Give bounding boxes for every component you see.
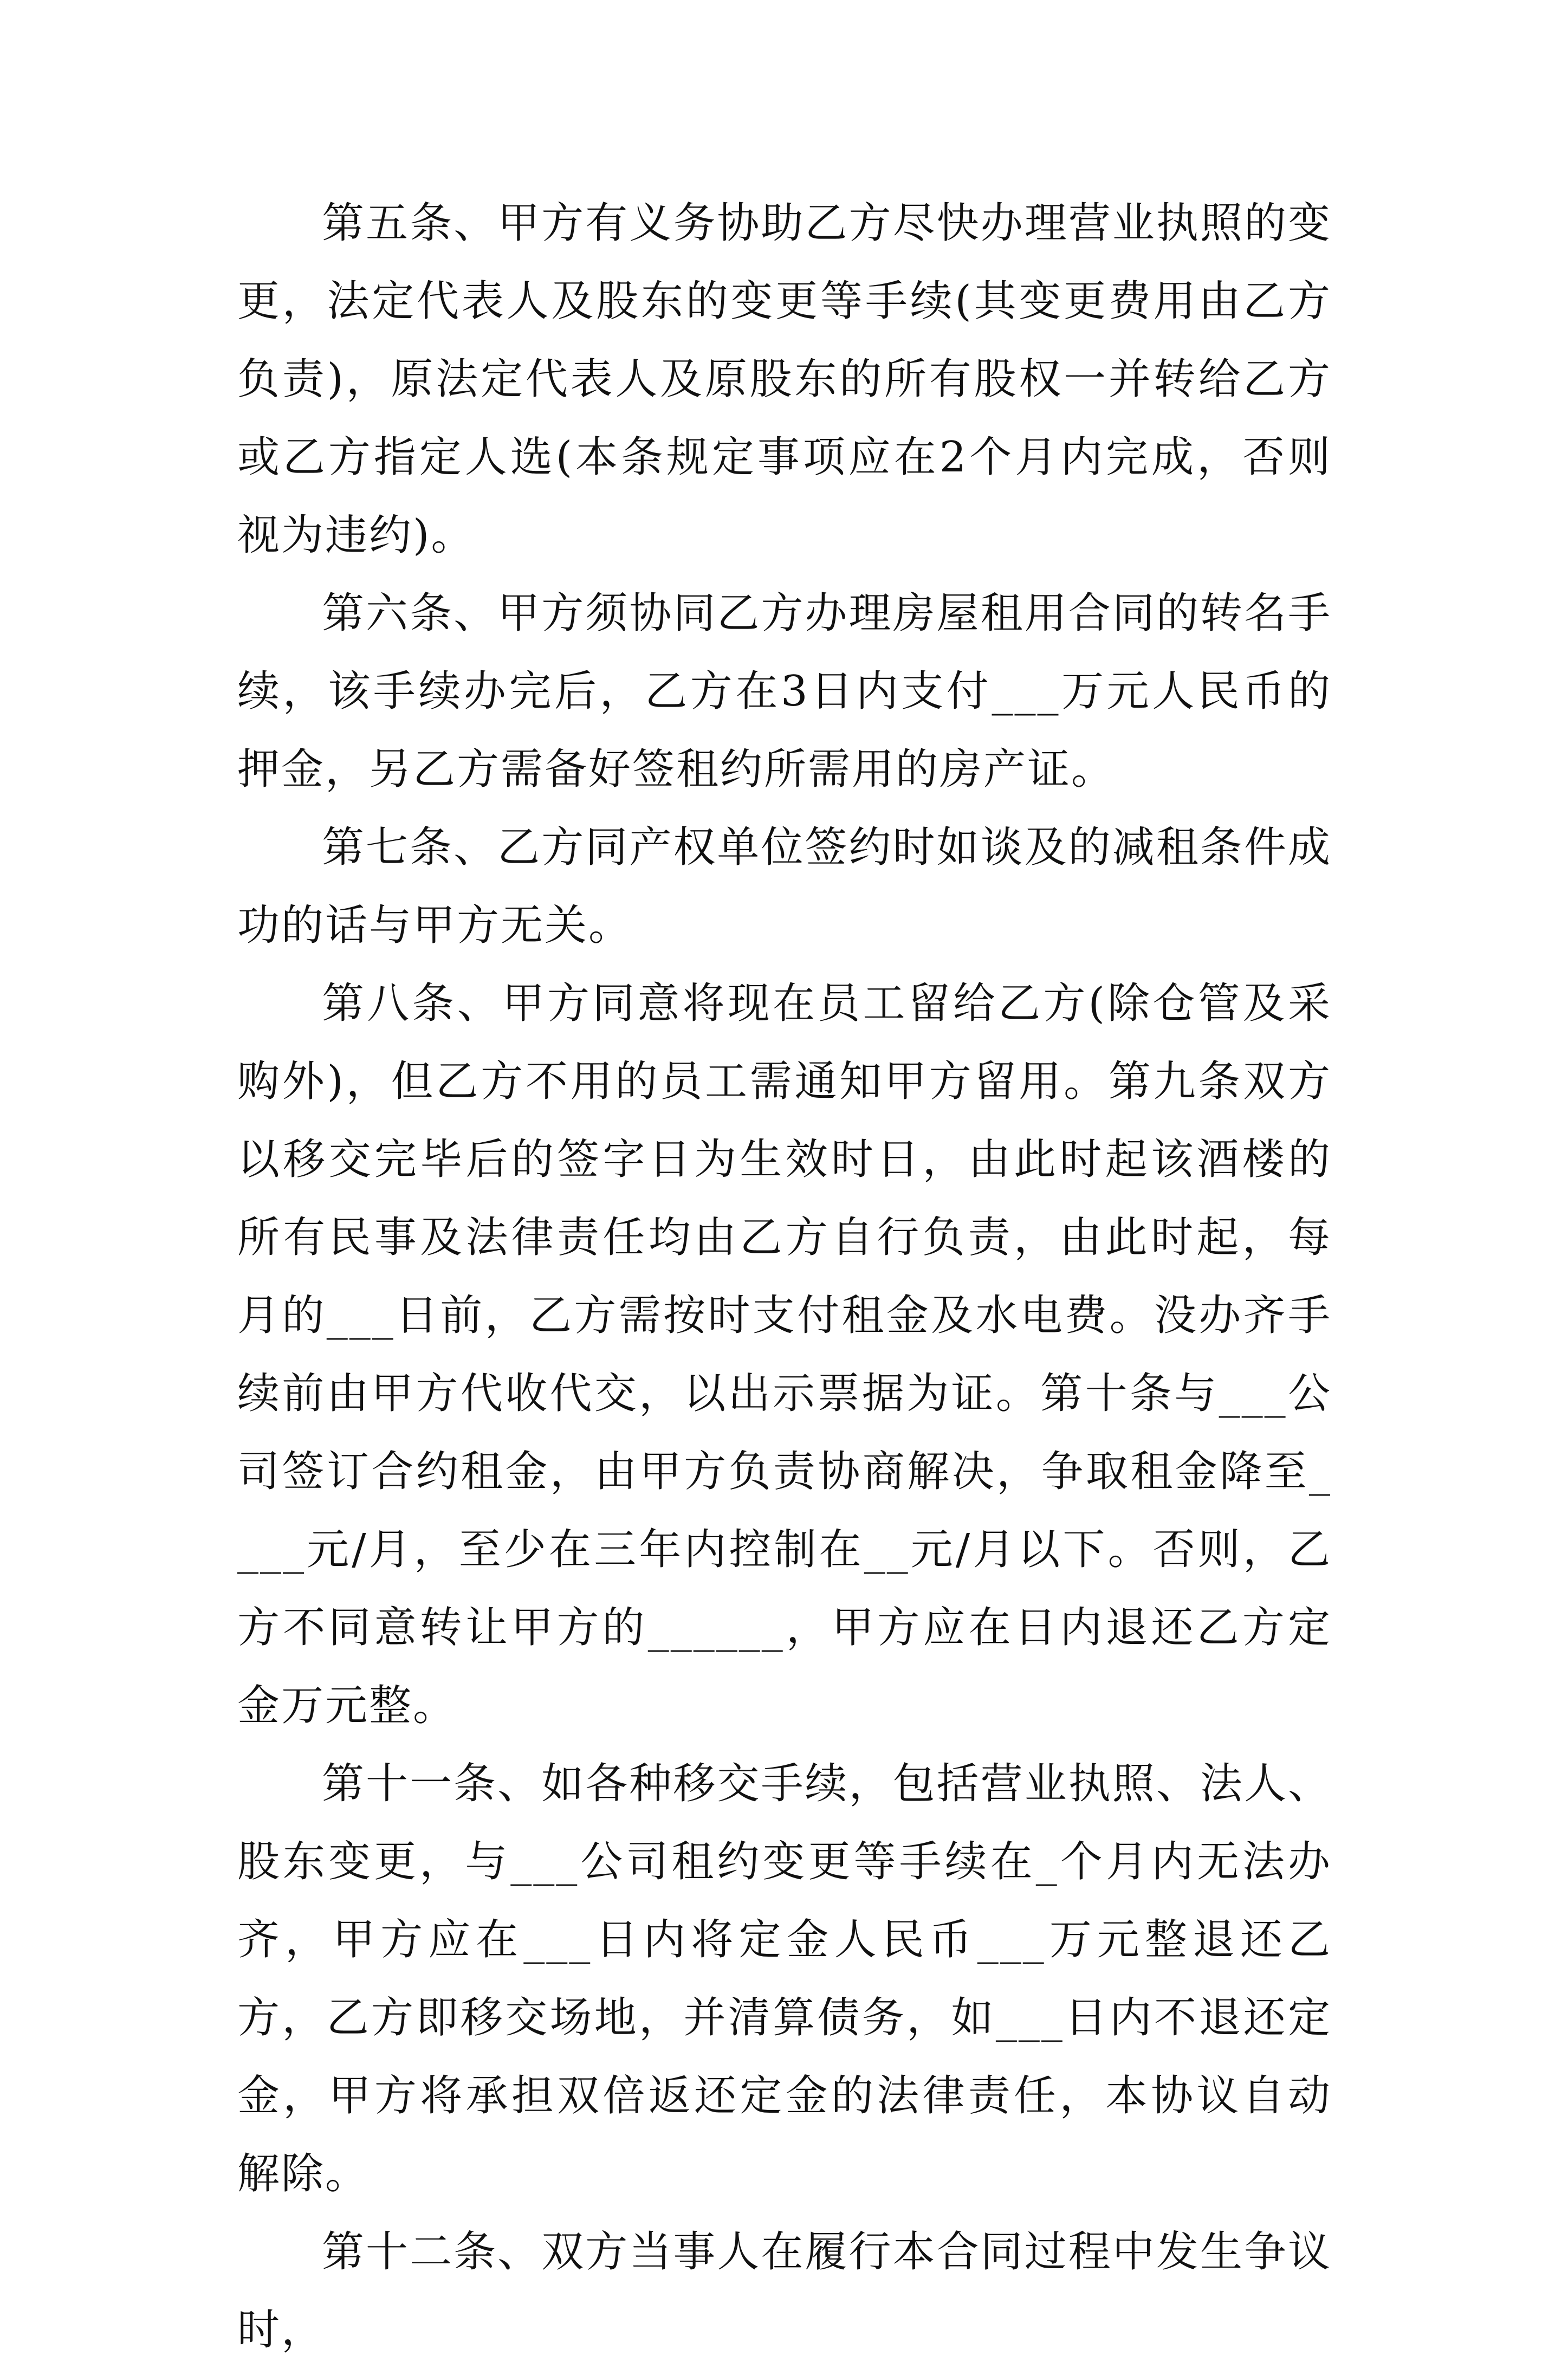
clause-7-paragraph: 第七条、乙方同产权单位签约时如谈及的减租条件成功的话与甲方无关。 <box>237 823 1332 950</box>
clause-12-paragraph: 第十二条、双方当事人在履行本合同过程中发生争议时， <box>237 2228 1332 2354</box>
clause-11-paragraph: 第十一条、如各种移交手续，包括营业执照、法人、股东变更，与___公司租约变更等手续在_个月内无法办齐，甲方应在___日内将定金人民币___万元整退还乙方，乙方即移交场地，并清算债务，如___日内不退还定金，甲方将承担双倍返还定金的法律责任，本协议自动解除。 <box>237 1759 1332 2198</box>
clause-6-paragraph: 第六条、甲方须协同乙方办理房屋租用合同的转名手续，该手续办完后，乙方在3日内支付___万元人民币的押金，另乙方需备好签租约所需用的房产证。 <box>237 589 1332 794</box>
clause-5-paragraph: 第五条、甲方有义务协助乙方尽快办理营业执照的变更，法定代表人及股东的变更等手续(其变更费用由乙方负责)，原法定代表人及原股东的所有股权一并转给乙方或乙方指定人选(本条规定事项应在2个月内完成，否则视为违约)。 <box>237 199 1332 560</box>
clause-8-10-paragraph: 第八条、甲方同意将现在员工留给乙方(除仓管及采购外)，但乙方不用的员工需通知甲方留用。第九条双方以移交完毕后的签字日为生效时日，由此时起该酒楼的所有民事及法律责任均由乙方自行负责，由此时起，每月的___日前，乙方需按时支付租金及水电费。没办齐手续前由甲方代收代交，以出示票据为证。第十条与___公司签订合约租金，由甲方负责协商解决，争取租金降至____元/月，至少在三年内控制在__元/月以下。否则，乙方不同意转让甲方的______，甲方应在日内退还乙方定金万元整。 <box>237 979 1332 1730</box>
document-body <box>237 184 1332 2369</box>
